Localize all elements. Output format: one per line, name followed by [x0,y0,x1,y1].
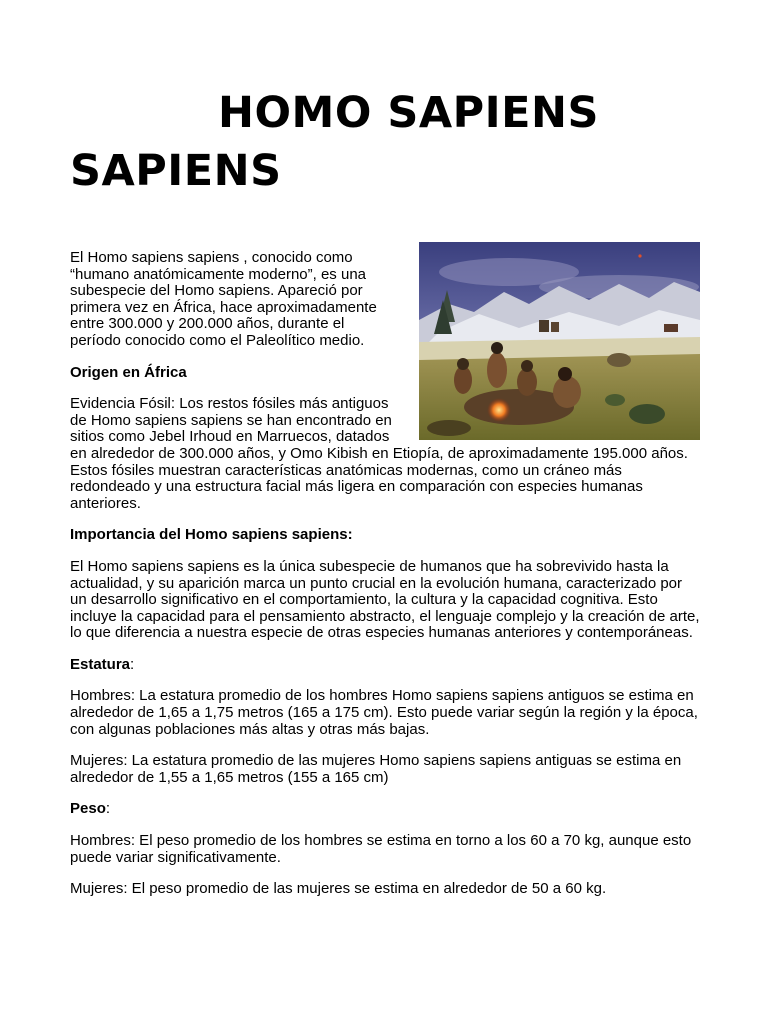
intro-paragraph: El Homo sapiens sapiens , conocido como “humano anatómicamente moderno”, es una subespecie del Homo sapiens. Apareció por primera vez en África, hace aproximadamente entre 300.000 y 200.000 años, durante el período conocido como el Paleolítico medio. [70,249,377,349]
peso-heading [70,801,700,818]
peso-mujeres-paragraph: Mujeres: El peso promedio de las mujeres se estima en alrededor de 50 a 60 kg. [70,880,607,898]
title-line-2: SAPIENS [70,146,282,196]
origen-heading-text: Origen en África [70,363,187,381]
estatura-heading [70,657,700,674]
importancia-heading [70,527,700,544]
peso-heading-text: Peso [70,800,106,818]
document-body [70,250,700,913]
estatura-heading-text: Estatura [70,655,131,673]
estatura-hombres-paragraph: Hombres: La estatura promedio de los hombres Homo sapiens sapiens antiguos se estima en alrededor de 1,65 a 1,75 metros (165 a 175 cm). Esto puede variar según la región y la época, con algunas poblaciones más altas y otras más bajas. [70,687,698,738]
title-line-1: HOMO SAPIENS [218,88,599,138]
estatura-heading-colon: : [130,655,135,673]
peso-hombres-paragraph: Hombres: El peso promedio de los hombres se estima en torno a los 60 a 70 kg, aunque esto puede variar significativamente. [70,832,692,866]
importancia-paragraph: El Homo sapiens sapiens es la única subespecie de humanos que ha sobrevivido hasta la actualidad, y su aparición marca un punto crucial en la evolución humana, caracterizado por un desarrollo significativo en el comportamiento, la cultura y la capacidad cognitiva. Esto incluye la capacidad para el pensamiento abstracto, el lenguaje complejo y la creación de arte, lo que diferencia a nuestra especie de otras especies humanas anteriores y contemporáneas. [70,557,700,642]
document-title [70,84,710,200]
origen-paragraph: Evidencia Fósil: Los restos fósiles más antiguos de Homo sapiens sapiens se han encontrado en sitios como Jebel Irhoud en Marruecos, datados en alrededor de 300.000 años, y Omo Kibish en Etiopía, de aproximadamente 195.000 años. Estos fósiles muestran características anatómicas modernas, como un cráneo más redondeado y una estructura facial más ligera en comparación con especies humanas anteriores. [70,395,688,512]
prehistoric-scene-image [419,242,700,440]
estatura-mujeres-paragraph: Mujeres: La estatura promedio de las mujeres Homo sapiens sapiens antiguas se estima en alrededor de 1,55 a 1,65 metros (155 a 165 cm) [70,752,682,786]
peso-heading-colon: : [105,800,111,818]
importancia-heading-text: Importancia del Homo sapiens sapiens: [70,526,353,544]
